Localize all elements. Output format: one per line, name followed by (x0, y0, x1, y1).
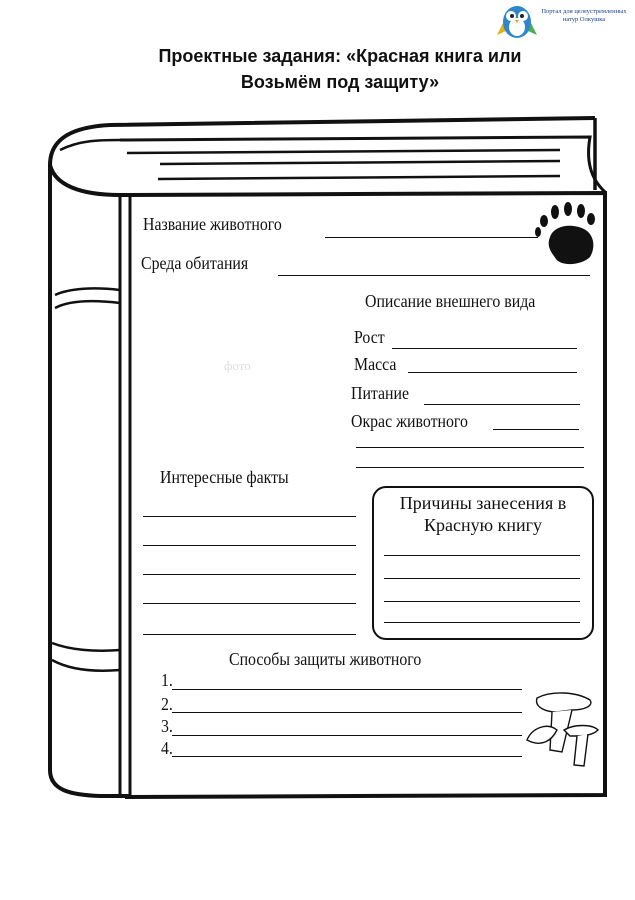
protection-item-number: 1. (161, 670, 173, 690)
protection-item-number: 3. (161, 716, 173, 736)
facts-heading: Интересные факты (160, 467, 289, 487)
appearance-heading: Описание внешнего вида (365, 291, 536, 311)
color-line[interactable] (493, 429, 579, 430)
protection-item-number: 2. (161, 694, 173, 714)
facts-line[interactable] (143, 574, 356, 575)
food-label: Питание (351, 383, 410, 403)
title-line-1: Проектные задания: «Красная книга или (158, 46, 522, 66)
appearance-line[interactable] (356, 447, 584, 448)
reasons-heading (372, 492, 594, 536)
height-label: Рост (354, 327, 385, 347)
facts-line[interactable] (143, 516, 356, 517)
reasons-line[interactable] (384, 622, 580, 623)
reasons-line[interactable] (384, 601, 580, 602)
habitat-line[interactable] (278, 275, 590, 276)
mass-label: Масса (354, 354, 397, 374)
protection-line[interactable] (172, 689, 522, 690)
height-line[interactable] (392, 348, 577, 349)
color-label: Окрас животного (351, 411, 468, 431)
reasons-line[interactable] (384, 555, 580, 556)
reasons-line-1: Причины занесения в (399, 493, 567, 513)
habitat-label: Среда обитания (141, 253, 249, 273)
reasons-line[interactable] (384, 578, 580, 579)
animal-name-label: Название животного (143, 214, 282, 234)
mass-line[interactable] (408, 372, 577, 373)
facts-line[interactable] (143, 545, 356, 546)
appearance-line[interactable] (356, 467, 584, 468)
protection-line[interactable] (172, 712, 522, 713)
protection-line[interactable] (172, 735, 522, 736)
protection-line[interactable] (172, 756, 522, 757)
mushroom-icon (522, 690, 602, 770)
title-line-2: Возьмём под защиту» (240, 72, 440, 92)
paw-print-icon (532, 199, 598, 267)
protection-heading: Способы защиты животного (229, 649, 422, 669)
logo-text: Портал для целеустремленных натур Олкушка (541, 8, 627, 23)
animal-name-line[interactable] (325, 237, 538, 238)
protection-item-number: 4. (161, 738, 173, 758)
facts-line[interactable] (143, 603, 356, 604)
photo-placeholder: фото (224, 358, 251, 373)
facts-line[interactable] (143, 634, 356, 635)
food-line[interactable] (424, 404, 580, 405)
reasons-line-2: Красную книгу (424, 515, 542, 535)
